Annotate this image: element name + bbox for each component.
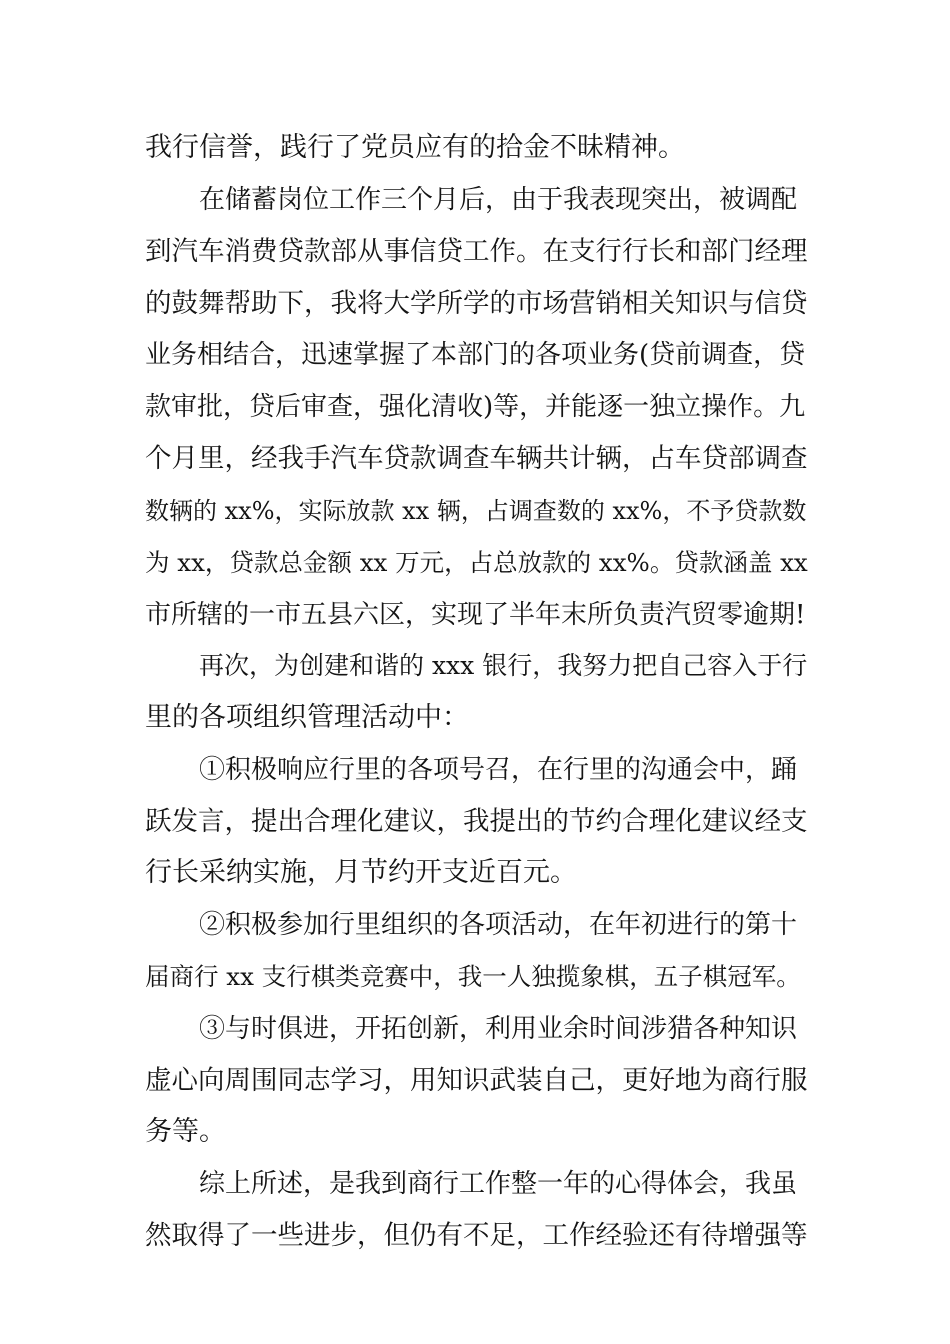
paragraph-first-line: ②积极参加行里组织的各项活动，在年初进行的第十 [199, 910, 798, 940]
text-line: 市所辖的一市五县六区，实现了半年末所负责汽贸零逾期! [145, 600, 806, 630]
text-line: 个月里，经我手汽车贷款调查车辆共计辆，占车贷部调查 [145, 443, 808, 474]
text-line: 行长采纳实施，月节约开支近百元。 [145, 857, 577, 888]
text-line: 务等。 [145, 1116, 226, 1147]
text-line: 的鼓舞帮助下，我将大学所学的市场营销相关知识与信贷 [145, 288, 808, 319]
text-line: 业务相结合，迅速掌握了本部门的各项业务(贷前调查，贷 [145, 340, 806, 370]
paragraph-first-line: 再次，为创建和谐的 xxx 银行，我努力把自己容入于行 [199, 651, 808, 680]
paragraph-first-line: ③与时俱进，开拓创新，利用业余时间涉猎各种知识 [199, 1014, 798, 1044]
text-line: 然取得了一些进步，但仍有不足，工作经验还有待增强等 [145, 1220, 808, 1251]
text-line: 数辆的 xx%，实际放款 xx 辆，占调查数的 xx%，不予贷款数 [145, 497, 807, 525]
text-line: 虚心向周围同志学习，用知识武装自己，更好地为商行服 [145, 1065, 808, 1096]
text-line: 到汽车消费贷款部从事信贷工作。在支行行长和部门经理 [145, 236, 808, 267]
text-line: 跃发言，提出合理化建议，我提出的节约合理化建议经支 [145, 806, 808, 837]
paragraph-first-line: 在储蓄岗位工作三个月后，由于我表现突出，被调配 [199, 185, 798, 215]
text-line: 里的各项组织管理活动中： [145, 702, 469, 733]
text-line: 届商行 xx 支行棋类竞赛中，我一人独揽象棋，五子棋冠军。 [145, 962, 801, 991]
text-line: 我行信誉，践行了党员应有的拾金不昧精神。 [145, 132, 685, 163]
paragraph-first-line: ①积极响应行里的各项号召，在行里的沟通会中，踊 [199, 755, 798, 785]
text-line: 款审批，贷后审查，强化清收)等，并能逐一独立操作。九 [145, 392, 806, 422]
paragraph-first-line: 综上所述，是我到商行工作整一年的心得体会，我虽 [199, 1169, 798, 1199]
text-line: 为 xx，贷款总金额 xx 万元，占总放款的 xx%。贷款涵盖 xx [145, 548, 808, 577]
